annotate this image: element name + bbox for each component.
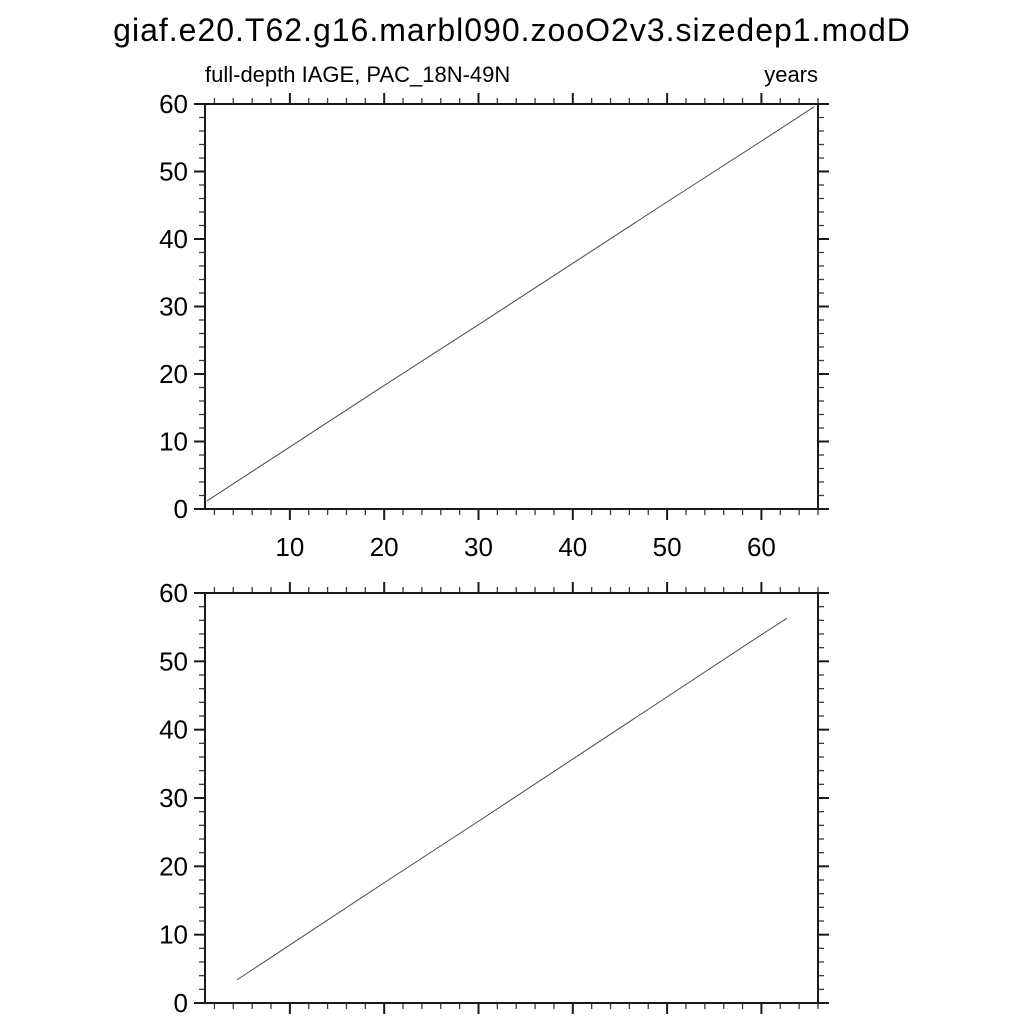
data-line [237, 618, 787, 979]
y-tick-label: 60 [159, 578, 188, 608]
x-tick-label: 20 [369, 532, 399, 562]
chart-bottom [159, 578, 829, 1018]
x-tick-label: 50 [652, 532, 682, 562]
y-tick-label: 30 [159, 783, 188, 813]
y-tick-label: 30 [159, 291, 188, 322]
chart-top [159, 89, 829, 562]
y-tick-label: 50 [159, 156, 188, 187]
y-tick-label: 60 [159, 89, 188, 119]
y-tick-label: 40 [159, 714, 188, 745]
y-tick-label: 20 [159, 851, 188, 882]
x-tick-label: 10 [275, 532, 305, 562]
x-tick-label: 60 [746, 532, 776, 562]
chart1-left-header: full-depth IAGE, PAC_18N-49N [205, 62, 511, 87]
y-tick-label: 0 [173, 494, 188, 524]
chart1-right-header: years [764, 62, 818, 87]
y-tick-label: 10 [159, 919, 188, 950]
plot-border [205, 104, 818, 509]
x-tick-label: 30 [464, 532, 493, 562]
y-tick-label: 10 [159, 426, 188, 457]
figure-title: giaf.e20.T62.g16.marbl090.zooO2v3.sizedep1.modD [113, 12, 911, 48]
y-tick-label: 50 [159, 646, 188, 677]
y-tick-label: 40 [159, 224, 188, 254]
y-tick-label: 0 [173, 988, 188, 1018]
x-tick-label: 40 [558, 532, 588, 562]
y-tick-label: 20 [159, 359, 188, 389]
plot-border [205, 593, 818, 1003]
data-line [207, 107, 814, 501]
